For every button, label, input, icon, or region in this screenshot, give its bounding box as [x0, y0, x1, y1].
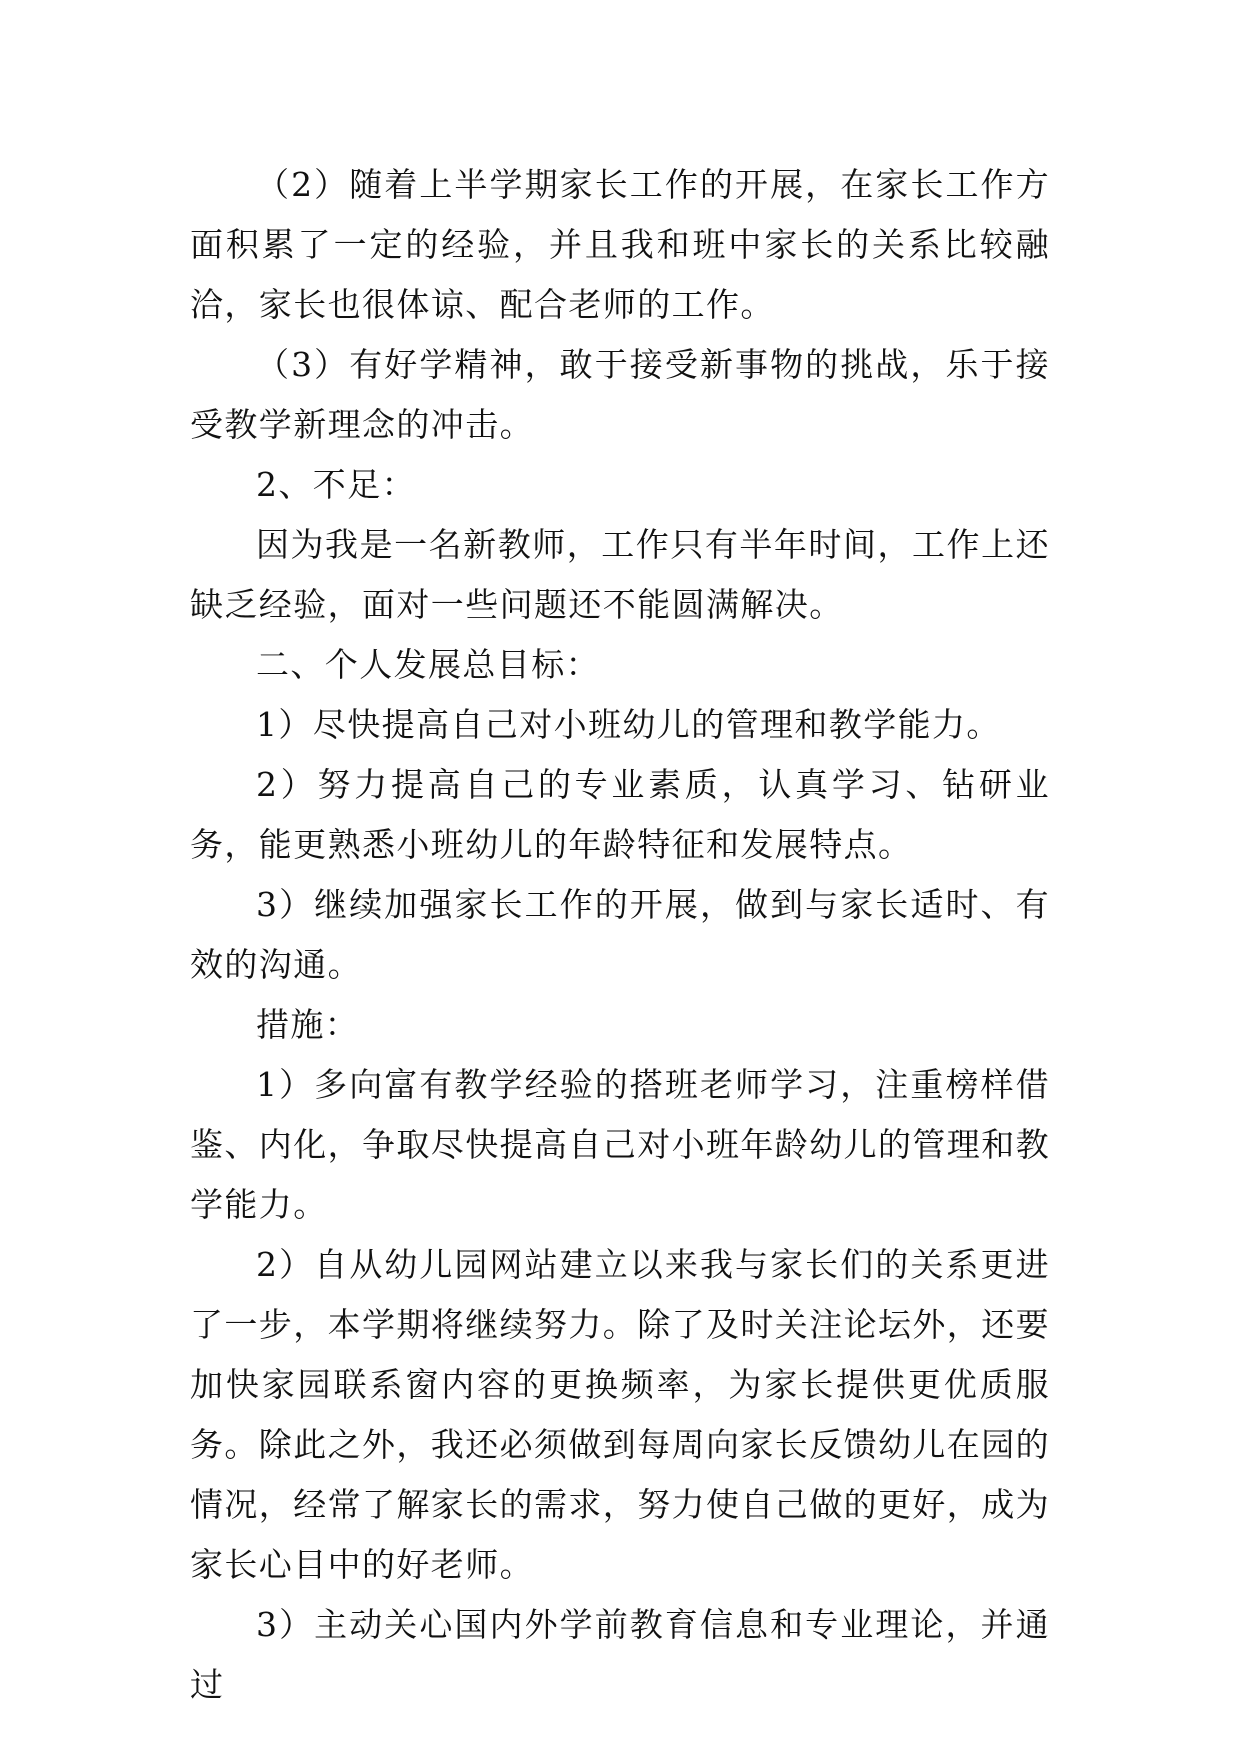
paragraph-goal-2: 2）努力提高自己的专业素质，认真学习、钻研业务，能更熟悉小班幼儿的年龄特征和发展特点。: [190, 765, 1050, 864]
paragraph-learning-spirit: （3）有好学精神，敢于接受新事物的挑战，乐于接受教学新理念的冲击。: [190, 345, 1050, 444]
paragraph-measure-1: 1）多向富有教学经验的搭班老师学习，注重榜样借鉴、内化，争取尽快提高自己对小班年龄幼儿的管理和教学能力。: [190, 1065, 1050, 1224]
paragraph-goal-3: 3）继续加强家长工作的开展，做到与家长适时、有效的沟通。: [190, 885, 1050, 984]
paragraph-goals-heading: 二、个人发展总目标：: [256, 645, 600, 684]
paragraph-shortcomings: 因为我是一名新教师，工作只有半年时间，工作上还缺乏经验，面对一些问题还不能圆满解决。: [190, 525, 1050, 624]
paragraph-measures-heading: 措施：: [256, 1005, 360, 1044]
paragraph-measure-3: 3）主动关心国内外学前教育信息和专业理论，并通过: [190, 1605, 1050, 1704]
document-body: [190, 155, 1050, 1715]
paragraph-measure-2: 2）自从幼儿园网站建立以来我与家长们的关系更进了一步，本学期将继续努力。除了及时关注论坛外，还要加快家园联系窗内容的更换频率，为家长提供更优质服务。除此之外，我还必须做到每周向家长反馈幼儿在园的情况，经常了解家长的需求，努力使自己做的更好，成为家长心目中的好老师。: [190, 1245, 1050, 1584]
paragraph-shortcomings-heading: 2、不足：: [256, 465, 416, 504]
paragraph-parent-work-experience: （2）随着上半学期家长工作的开展，在家长工作方面积累了一定的经验，并且我和班中家长的关系比较融洽，家长也很体谅、配合老师的工作。: [190, 165, 1050, 324]
paragraph-goal-1: 1）尽快提高自己对小班幼儿的管理和教学能力。: [256, 705, 1001, 744]
